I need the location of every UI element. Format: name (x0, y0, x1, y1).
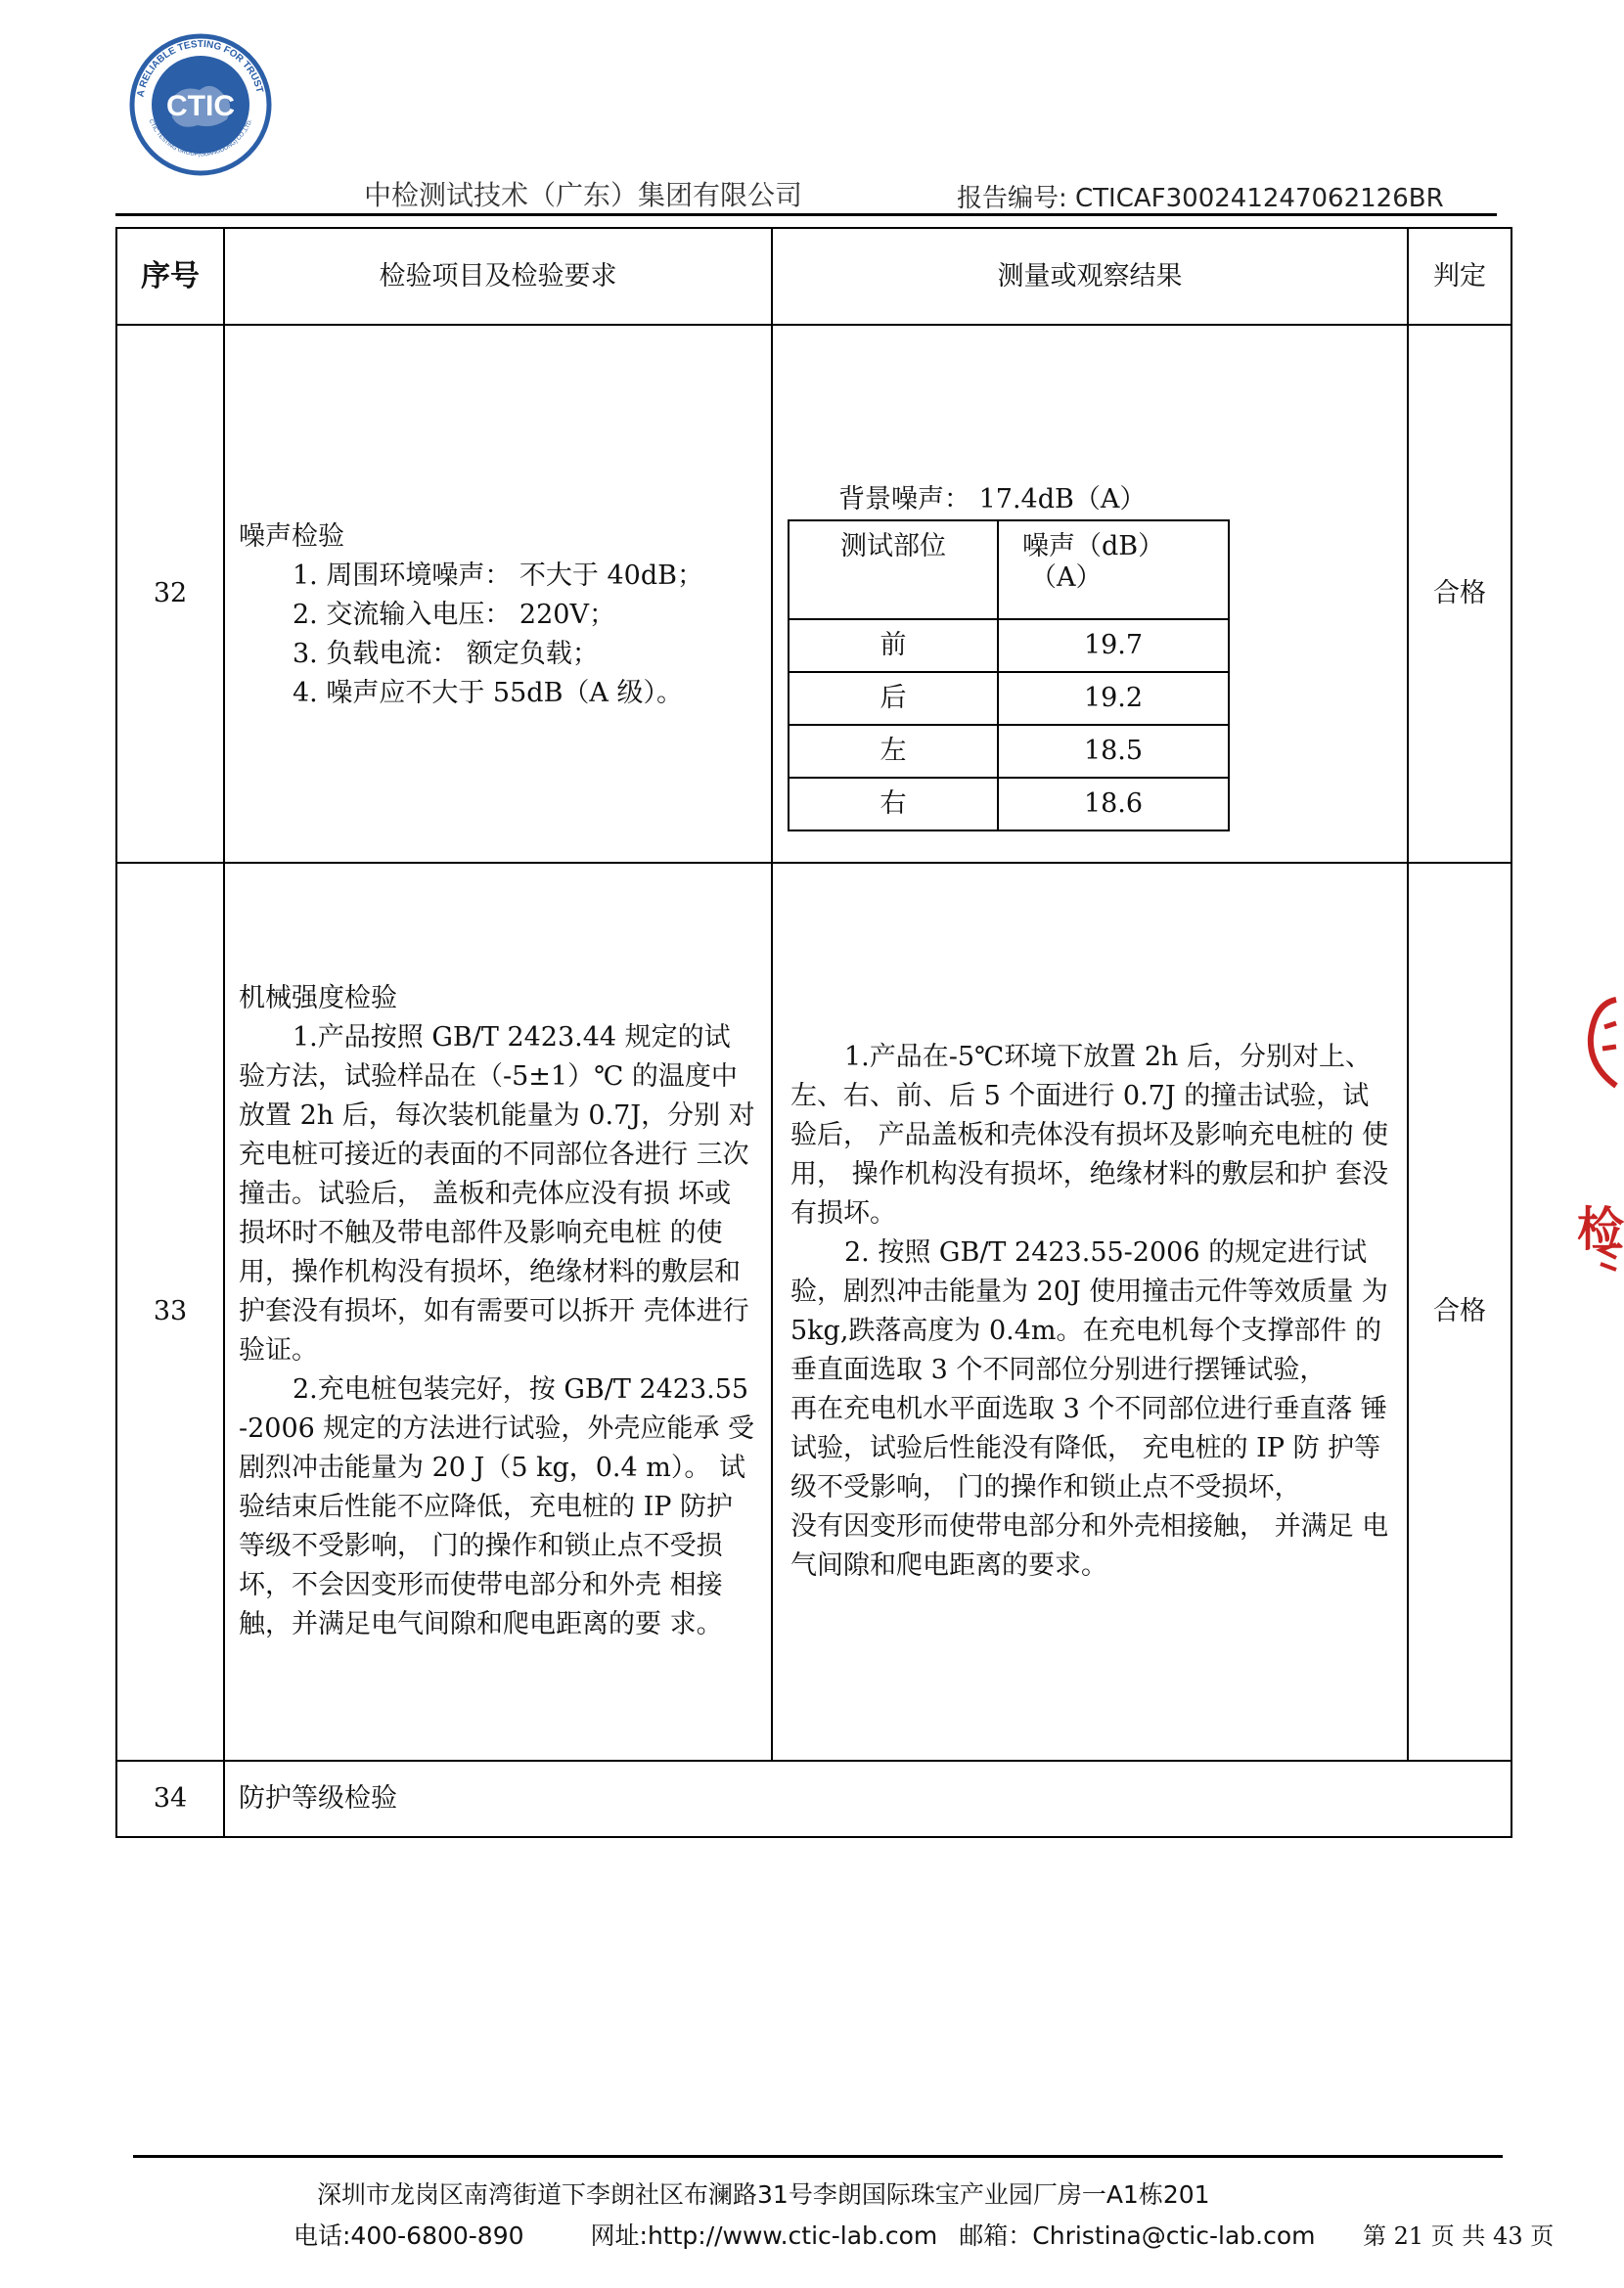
report-number: 报告编号: CTICAF300241247062126BR (957, 184, 1444, 213)
noise-col-value-line2: （A） (1030, 561, 1103, 593)
inspection-table (115, 227, 1512, 1838)
noise-value: 18.6 (998, 778, 1229, 830)
row-result (772, 325, 1408, 863)
noise-value: 19.2 (998, 672, 1229, 725)
requirement-paragraph: 2.充电桩包装完好，按 GB/T 2423.55 -2006 规定的方法进行试验，外壳应能承 受剧烈冲击能量为 20 J（5 kg，0.4 m）。 试验结束后性能不应降低，充电桩的 IP 防护等级不受影响， 门的操作和锁止点不受损坏，不会因变形而使带电部分和外壳 相接触，并满足电气间隙和爬电距离的要 求。 (239, 1374, 755, 1639)
row-number: 33 (116, 863, 224, 1761)
header-divider (115, 213, 1497, 216)
requirement-item: 4. 噪声应不大于 55dB（A 级）。 (293, 678, 683, 708)
requirement-item: 2. 交流输入电压： 220V； (293, 600, 615, 630)
table-row-34 (116, 1761, 1511, 1837)
table-header-row (116, 228, 1511, 325)
row-number: 32 (116, 325, 224, 863)
col-header-item: 检验项目及检验要求 (224, 228, 772, 325)
footer-address: 深圳市龙岗区南湾街道下李朗社区布澜路31号李朗国际珠宝产业园厂房一A1栋201 (317, 2180, 1210, 2209)
table-row-33 (116, 863, 1511, 1761)
row-requirement (224, 863, 772, 1761)
company-name: 中检测试技术（广东）集团有限公司 (364, 179, 803, 211)
col-header-verdict: 判定 (1408, 228, 1511, 325)
result-paragraph: 1.产品在-5℃环境下放置 2h 后，分别对上、 左、右、前、后 5 个面进行 0.7J 的撞击试验，试 验后， 产品盖板和壳体没有损坏及影响充电桩的 使用， 操作机构没有损坏，绝缘材料的敷层和护 套没有损坏。 (790, 1042, 1389, 1229)
row-number: 34 (116, 1761, 224, 1837)
requirement-item: 1. 周围环境噪声： 不大于 40dB； (293, 561, 703, 591)
row-requirement: 防护等级检验 (224, 1761, 1511, 1837)
noise-col-value (998, 520, 1229, 619)
footer-contact (293, 2217, 1315, 2252)
row-result (772, 863, 1408, 1761)
row-requirement (224, 325, 772, 863)
result-paragraph: 没有因变形而使带电部分和外壳相接触， 并满足 电气间隙和爬电距离的要求。 (790, 1511, 1389, 1581)
noise-row (789, 778, 1229, 830)
result-paragraph: 再在充电机水平面选取 3 个不同部位进行垂直落 锤试验，试验后性能没有降低， 充电桩的 IP 防 护等级不受影响， 门的操作和锁止点不受损坏， (790, 1394, 1387, 1503)
footer-phone: 电话:400-6800-890 (293, 2221, 524, 2250)
requirement-title: 机械强度检验 (239, 983, 397, 1013)
requirement-title: 噪声检验 (239, 521, 344, 552)
logo-ring-text: A RELIABLE TESTING FOR TRUST (135, 38, 265, 99)
col-header-result: 测量或观察结果 (772, 228, 1408, 325)
noise-col-position: 测试部位 (789, 520, 998, 619)
noise-table (788, 519, 1230, 831)
result-paragraph: 2. 按照 GB/T 2423.55-2006 的规定进行试 验，剧烈冲击能量为 20J 使用撞击元件等效质量 为 5kg,跌落高度为 0.4m。在充电机每个支撑部件 的垂直面选取 3 个不同部位分别进行摆锤试验， (790, 1237, 1388, 1385)
logo-brand: CTIC (166, 90, 235, 122)
footer-email[interactable]: 邮箱：Christina@ctic-lab.com (959, 2221, 1316, 2250)
noise-row (789, 619, 1229, 672)
noise-position: 前 (789, 619, 998, 672)
noise-position: 右 (789, 778, 998, 830)
noise-row (789, 672, 1229, 725)
noise-position: 左 (789, 725, 998, 778)
noise-header-row (789, 520, 1229, 619)
requirement-paragraph: 1.产品按照 GB/T 2423.44 规定的试 验方法，试验样品在（-5±1）℃ 的温度中 放置 2h 后，每次装机能量为 0.7J，分别 对充电桩可接近的表面的不同部位各进行 三次撞击。试验后， 盖板和壳体应没有损 坏或损坏时不触及带电部件及影响充电桩 的使用，操作机构没有损坏，绝缘材料的敷层和护套没有损坏，如有需要可以拆开 壳体进行验证。 (239, 1022, 755, 1366)
row-verdict: 合格 (1408, 863, 1511, 1761)
noise-row (789, 725, 1229, 778)
noise-position: 后 (789, 672, 998, 725)
col-header-no: 序号 (116, 228, 224, 325)
footer-website[interactable]: 网址:http://www.ctic-lab.com (590, 2221, 938, 2250)
logo-ring-text-bottom: CTIC TESTING GROUP(GUANGDONG) CO.,LTD. (147, 118, 254, 158)
stamp-char: 检 (1577, 1202, 1624, 1257)
noise-value: 19.7 (998, 619, 1229, 672)
page-number: 第 21 页 共 43 页 (1363, 2222, 1555, 2250)
table-row-32 (116, 325, 1511, 863)
noise-col-value-line1: 噪声（dB） (1022, 530, 1165, 561)
background-noise: 背景噪声： 17.4dB（A） (838, 483, 1147, 515)
row-verdict: 合格 (1408, 325, 1511, 863)
ctic-logo (121, 33, 280, 176)
footer-divider (133, 2155, 1503, 2158)
requirement-item: 3. 负载电流： 额定负载； (293, 639, 599, 669)
noise-value: 18.5 (998, 725, 1229, 778)
